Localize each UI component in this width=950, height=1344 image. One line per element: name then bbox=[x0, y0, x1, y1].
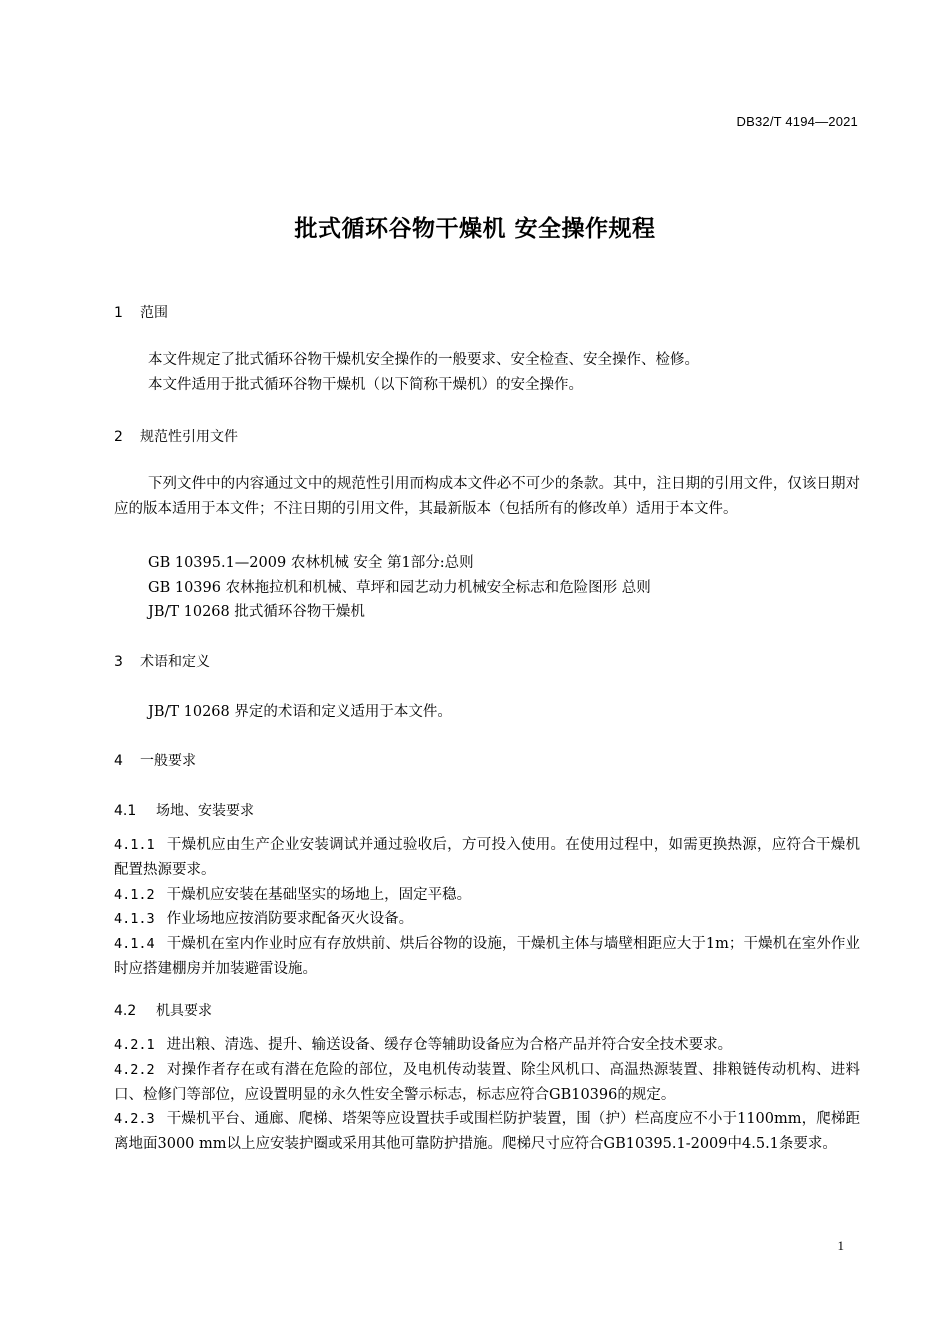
clause-text: 干燥机应由生产企业安装调试并通过验收后，方可投入使用。在使用过程中，如需更换热源，应符合干燥机配置热源要求。 bbox=[114, 837, 860, 878]
clause-number: 4.2.2 bbox=[114, 1062, 155, 1078]
clause-number: 4.1.4 bbox=[114, 936, 155, 952]
clause-4-1-3 bbox=[114, 907, 860, 932]
clause-number: 4.1.1 bbox=[114, 837, 155, 853]
clause-4-1-2 bbox=[114, 883, 860, 908]
clause-number: 4.1.2 bbox=[114, 887, 155, 903]
section-number: 4 bbox=[114, 753, 123, 769]
clause-number: 4.1.3 bbox=[114, 911, 155, 927]
section-1-heading bbox=[114, 302, 168, 322]
page-number: 1 bbox=[837, 1238, 844, 1253]
clause-number: 4.2.1 bbox=[114, 1037, 155, 1053]
section-number: 1 bbox=[114, 305, 123, 321]
subsection-title: 场地、安装要求 bbox=[156, 803, 254, 819]
clause-text: 对操作者存在或有潜在危险的部位，及电机传动装置、除尘风机口、高温热源装置、排粮链传动机构、进料口、检修门等部位，应设置明显的永久性安全警示标志，标志应符合GB10396的规定。 bbox=[114, 1062, 860, 1103]
section-3-heading bbox=[114, 651, 210, 671]
section-number: 2 bbox=[114, 429, 123, 445]
section-4-heading bbox=[114, 750, 196, 770]
section-number: 3 bbox=[114, 654, 123, 670]
section-title: 规范性引用文件 bbox=[140, 429, 238, 445]
clause-text: 干燥机应安装在基础坚实的场地上，固定平稳。 bbox=[166, 887, 472, 903]
section-title: 范围 bbox=[140, 305, 168, 321]
clause-4-2-2 bbox=[114, 1058, 860, 1107]
scope-paragraph-1: 本文件规定了批式循环谷物干燥机安全操作的一般要求、安全检查、安全操作、检修。 bbox=[148, 352, 699, 368]
clause-text: 干燥机在室内作业时应有存放烘前、烘后谷物的设施，干燥机主体与墙壁相距应大于1m；干燥机在室外作业时应搭建棚房并加装避雷设施。 bbox=[114, 936, 860, 977]
reference-item: GB 10395.1—2009 农林机械 安全 第1部分:总则 bbox=[148, 555, 474, 571]
scope-paragraph-2: 本文件适用于批式循环谷物干燥机（以下简称干燥机）的安全操作。 bbox=[148, 377, 583, 393]
subsection-4-2-heading bbox=[114, 1000, 212, 1020]
subsection-4-1-heading bbox=[114, 800, 254, 820]
section-title: 术语和定义 bbox=[140, 654, 210, 670]
document-title: 批式循环谷物干燥机 安全操作规程 bbox=[294, 216, 656, 242]
clause-4-1-4 bbox=[114, 932, 860, 981]
subsection-number: 4.1 bbox=[114, 803, 137, 819]
terms-paragraph: JB/T 10268 界定的术语和定义适用于本文件。 bbox=[148, 704, 452, 720]
section-2-heading bbox=[114, 426, 238, 446]
clause-number: 4.2.3 bbox=[114, 1111, 155, 1127]
clause-text: 干燥机平台、通廊、爬梯、塔架等应设置扶手或围栏防护装置，围（护）栏高度应不小于1100mm，爬梯距离地面3000 mm以上应安装护圈或采用其他可靠防护措施。爬梯尺寸应符合GB10395.1-2009中4.5.1条要求。 bbox=[114, 1111, 860, 1152]
standard-code: DB32/T 4194—2021 bbox=[736, 114, 858, 129]
clause-4-2-3 bbox=[114, 1107, 860, 1156]
reference-item: GB 10396 农林拖拉机和机械、草坪和园艺动力机械安全标志和危险图形 总则 bbox=[148, 580, 651, 596]
subsection-title: 机具要求 bbox=[156, 1003, 212, 1019]
clause-4-1-1 bbox=[114, 833, 860, 882]
clause-4-2-1 bbox=[114, 1033, 860, 1058]
clause-text: 作业场地应按消防要求配备灭火设备。 bbox=[166, 911, 414, 927]
subsection-number: 4.2 bbox=[114, 1003, 137, 1019]
section-title: 一般要求 bbox=[140, 753, 196, 769]
references-paragraph: 下列文件中的内容通过文中的规范性引用而构成本文件必不可少的条款。其中，注日期的引用文件，仅该日期对应的版本适用于本文件；不注日期的引用文件，其最新版本（包括所有的修改单）适用于本文件。 bbox=[114, 476, 860, 517]
reference-item: JB/T 10268 批式循环谷物干燥机 bbox=[148, 604, 365, 620]
clause-text: 进出粮、清选、提升、输送设备、缓存仓等辅助设备应为合格产品并符合安全技术要求。 bbox=[166, 1037, 733, 1053]
